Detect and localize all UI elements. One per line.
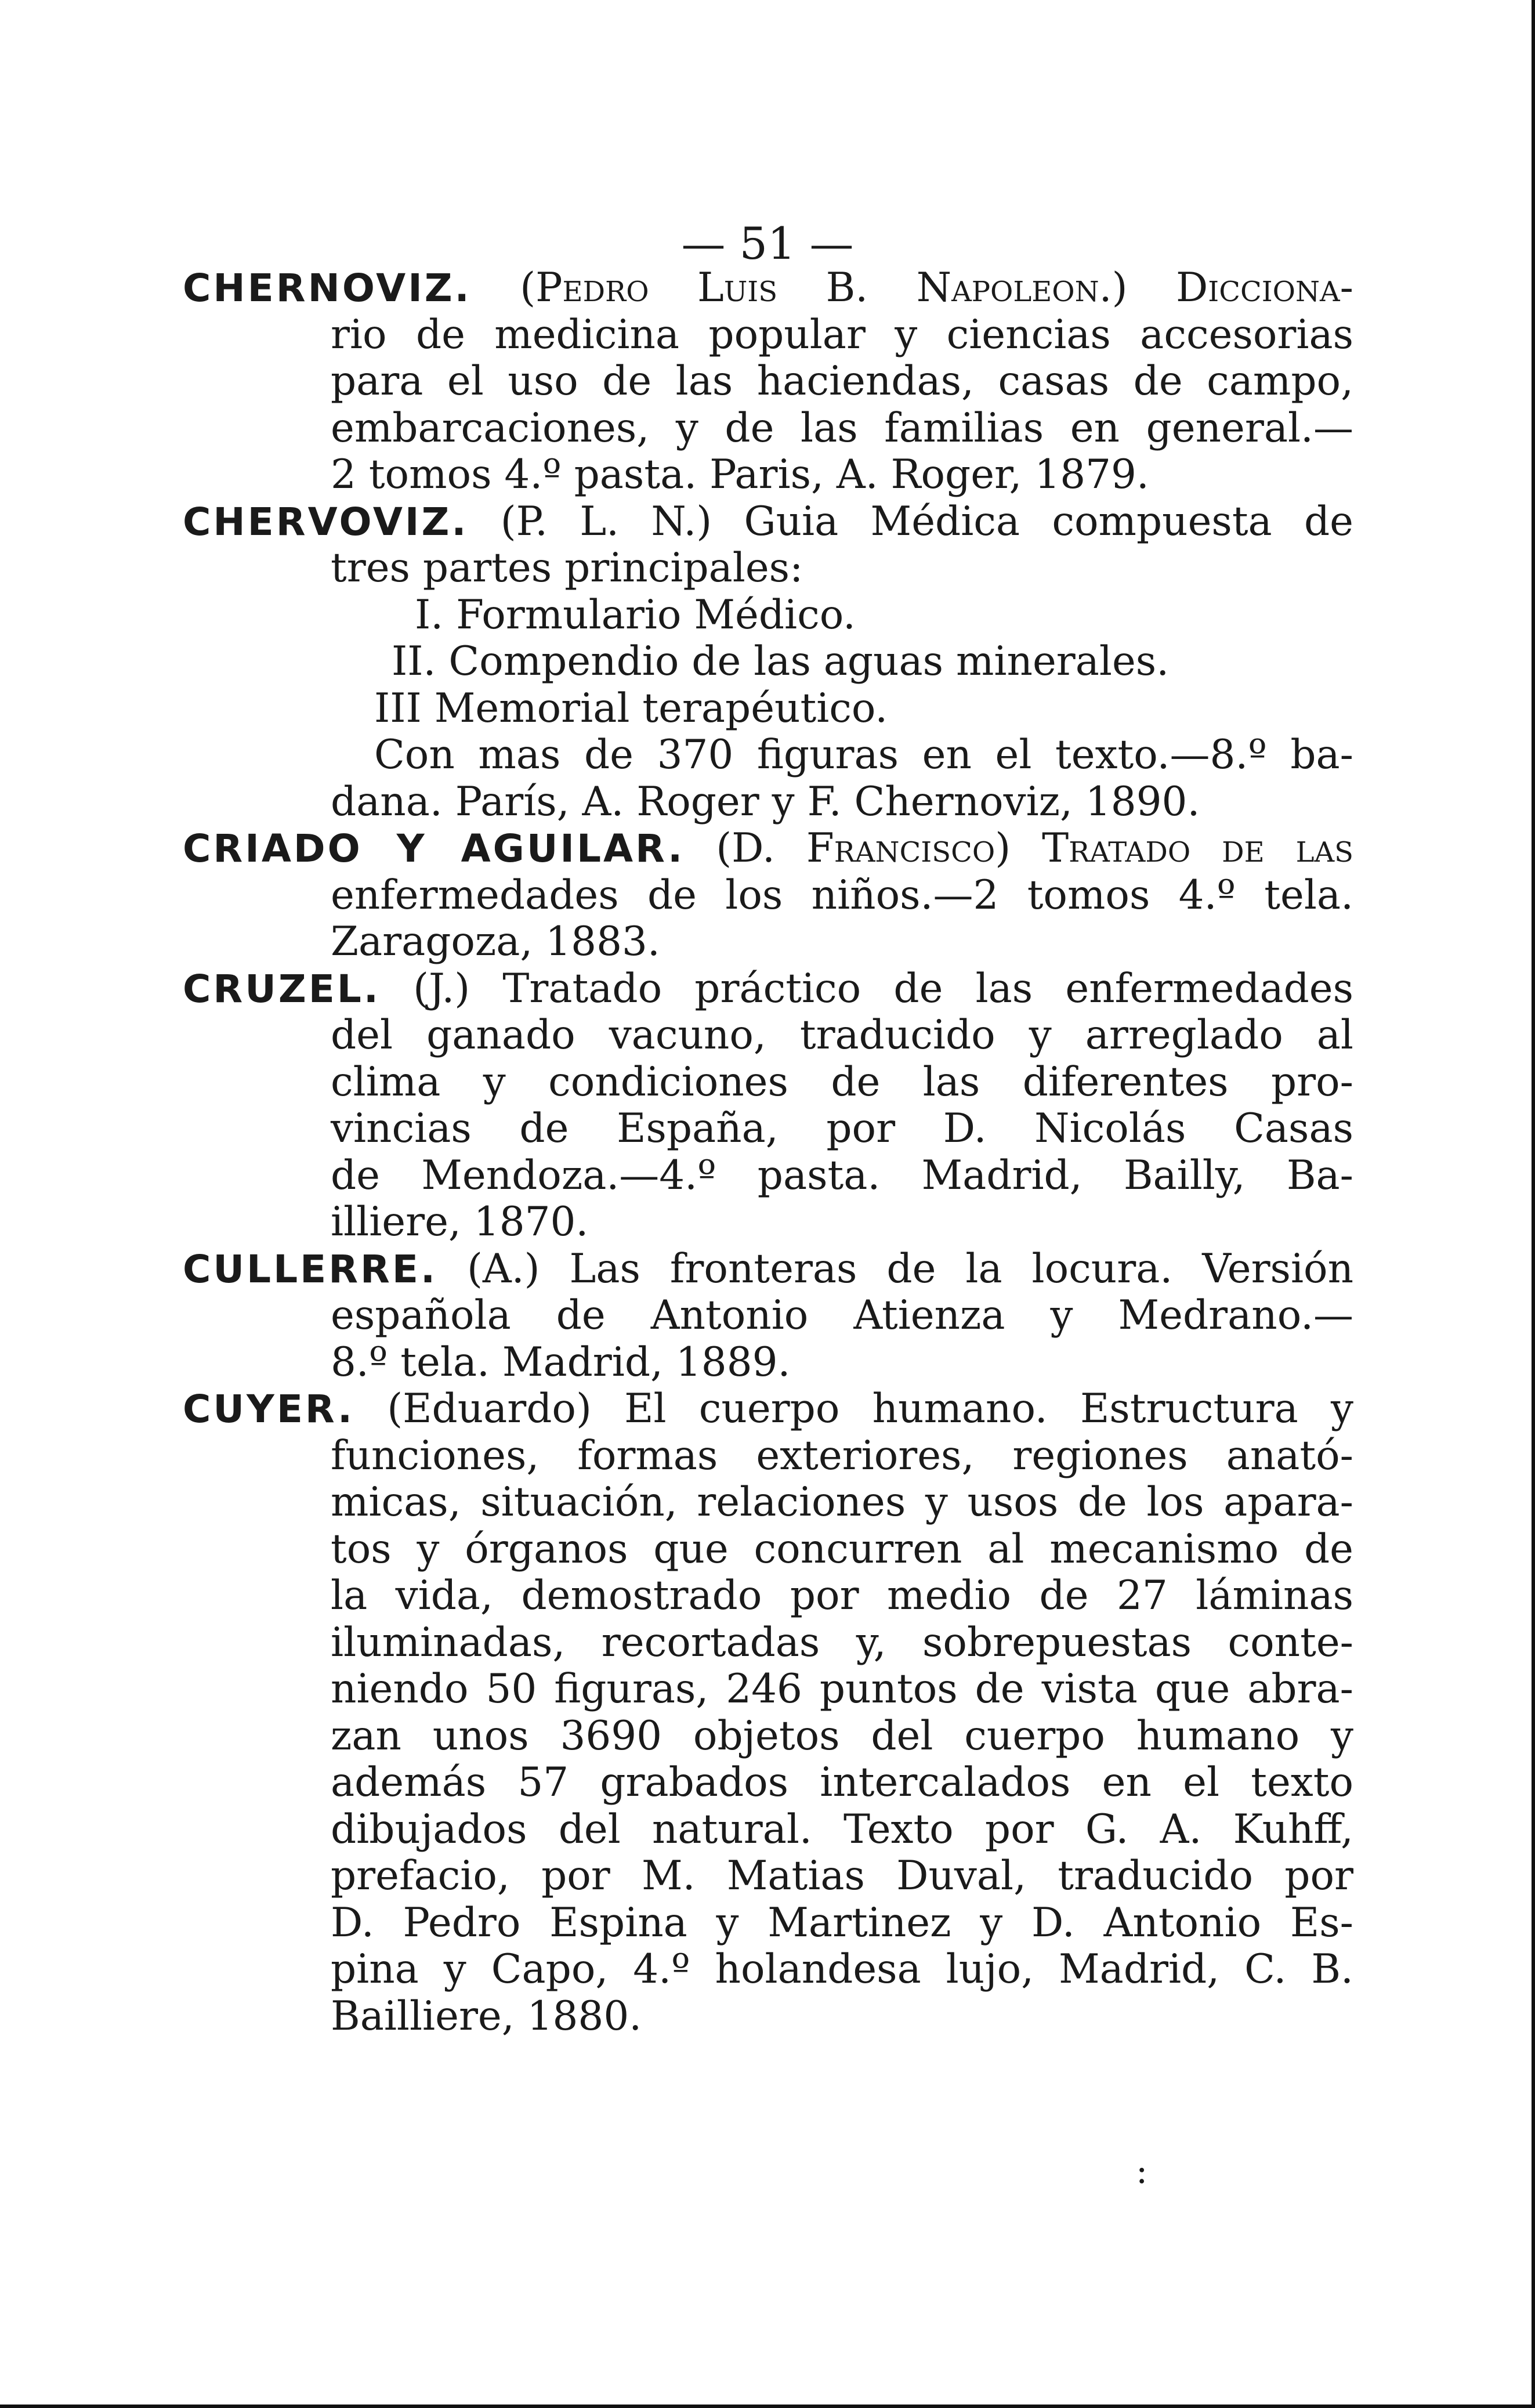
- entry-line: niendo 50 figuras, 246 puntos de vista que abra-: [331, 1666, 1353, 1712]
- entry-line: vincias de España, por D. Nicolás Casas: [331, 1105, 1353, 1152]
- entry-line: del ganado vacuno, traducido y arreglado al: [331, 1012, 1353, 1058]
- entry-headword: CRUZEL.: [183, 966, 381, 1011]
- entry-line: rio de medicina popular y ciencias accesorias: [331, 311, 1353, 358]
- entry-line: pina y Capo, 4.º holandesa lujo, Madrid, C. B.: [331, 1946, 1353, 1993]
- entry-line: 2 tomos 4.º pasta. Paris, A. Roger, 1879.: [331, 451, 1149, 498]
- entry-line: tres partes principales:: [331, 545, 803, 591]
- entry-line: Con mas de 370 figuras en el texto.—8.º ba-: [374, 732, 1353, 778]
- entry-line: dibujados del natural. Texto por G. A. Kuhff,: [331, 1806, 1353, 1853]
- page-border-bottom: [0, 2405, 1535, 2408]
- entry-line: embarcaciones, y de las familias en general.—: [331, 404, 1353, 451]
- entry-line: D. Pedro Espina y Martinez y D. Antonio Es-: [331, 1899, 1353, 1946]
- page-number: — 51 —: [681, 218, 854, 269]
- entry-line: Bailliere, 1880.: [331, 1993, 642, 2040]
- entry-headword: CHERNOVIZ.: [183, 266, 472, 310]
- entry-list-item: III Memorial terapéutico.: [374, 685, 888, 732]
- entry-chervoviz: [183, 498, 1353, 826]
- entry-line: [183, 265, 1353, 312]
- entry-text: (J.) Tratado práctico de las enfermedades: [413, 965, 1354, 1012]
- page-border-right: [1532, 0, 1535, 2408]
- entry-text: (Eduardo) El cuerpo humano. Estructura y: [387, 1386, 1353, 1432]
- entry-line: [183, 966, 1353, 1013]
- entry-criado-y-aguilar: [183, 825, 1353, 966]
- entry-line: micas, situación, relaciones y usos de los apara-: [331, 1479, 1353, 1525]
- entry-line: zan unos 3690 objetos del cuerpo humano y: [331, 1712, 1353, 1759]
- entry-headword: CULLERRE.: [183, 1246, 438, 1292]
- entry-line: para el uso de las haciendas, casas de campo,: [331, 358, 1353, 404]
- entry-line: dana. París, A. Roger y F. Chernoviz, 1890.: [331, 778, 1200, 825]
- entry-line: Zaragoza, 1883.: [331, 919, 660, 965]
- entry-line: iluminadas, recortadas y, sobrepuestas conte-: [331, 1619, 1353, 1666]
- entry-line: [183, 498, 1353, 545]
- entry-list-item: I. Formulario Médico.: [415, 591, 856, 638]
- entry-line: prefacio, por M. Matias Duval, traducido por: [331, 1853, 1353, 1899]
- entry-line: [183, 825, 1353, 872]
- entry-line: de Mendoza.—4.º pasta. Madrid, Bailly, Ba-: [331, 1152, 1353, 1199]
- entry-text: (P. L. N.) Guia Médica compuesta de: [500, 498, 1353, 545]
- entry-line: española de Antonio Atienza y Medrano.—: [331, 1292, 1353, 1339]
- entry-list-item: II. Compendio de las aguas minerales.: [392, 638, 1170, 685]
- entry-line: la vida, demostrado por medio de 27 láminas: [331, 1572, 1353, 1619]
- entry-cuyer: [183, 1386, 1353, 2040]
- entry-chernoviz: [183, 265, 1353, 498]
- entry-text: (D. Francisco) Tratado de las: [716, 825, 1354, 872]
- entry-line: enfermedades de los niños.—2 tomos 4.º tela.: [331, 872, 1353, 919]
- entry-line: illiere, 1870.: [331, 1199, 589, 1245]
- entry-line: además 57 grabados intercalados en el texto: [331, 1759, 1353, 1806]
- entry-line: [183, 1386, 1353, 1433]
- entry-headword: CRIADO Y AGUILAR.: [183, 826, 685, 871]
- entry-line: funciones, formas exteriores, regiones anató-: [331, 1432, 1353, 1479]
- entry-line: [183, 1246, 1353, 1293]
- entry-line: 8.º tela. Madrid, 1889.: [331, 1339, 791, 1386]
- entry-cruzel: [183, 966, 1353, 1246]
- entry-cullerre: [183, 1246, 1353, 1386]
- stray-mark: :: [1136, 2151, 1148, 2192]
- entry-line: tos y órganos que concurren al mecanismo de: [331, 1525, 1353, 1572]
- entry-headword: CHERVOVIZ.: [183, 499, 469, 544]
- entry-line: clima y condiciones de las diferentes pro-: [331, 1058, 1353, 1105]
- bibliography-entries: [183, 265, 1353, 2040]
- entry-text: (Pedro Luis B. Napoleon.) Dicciona-: [520, 265, 1353, 311]
- entry-text: (A.) Las fronteras de la locura. Versión: [467, 1245, 1354, 1292]
- entry-headword: CUYER.: [183, 1387, 355, 1431]
